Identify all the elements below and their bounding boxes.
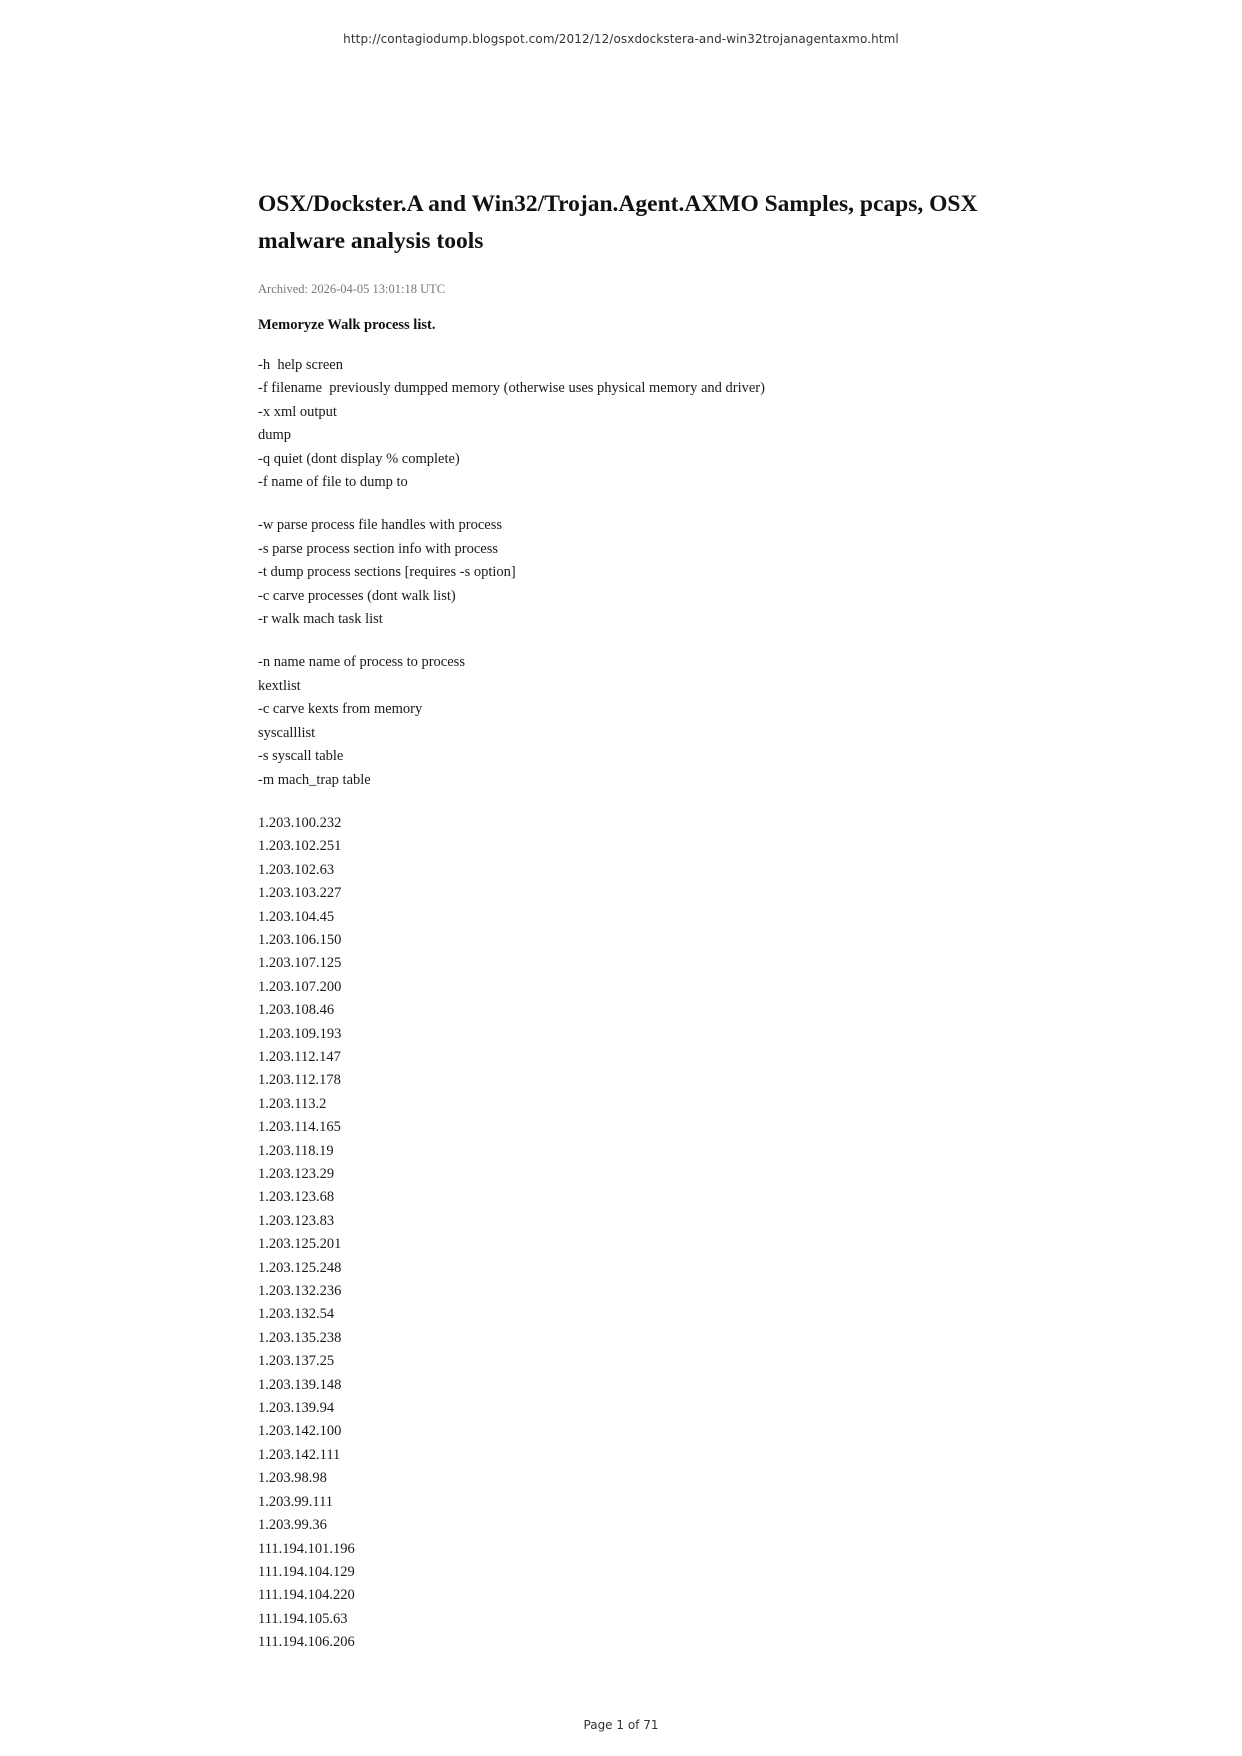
- text-line: -r walk mach task list: [258, 611, 383, 628]
- paragraph-block: [258, 354, 998, 494]
- text-line: -f filename previously dumpped memory (otherwise uses physical memory and driver): [258, 380, 765, 397]
- text-line: 1.203.100.232: [258, 814, 342, 831]
- text-line: 1.203.98.98: [258, 1470, 327, 1487]
- paragraph-block: [258, 514, 998, 631]
- text-line: 1.203.135.238: [258, 1329, 342, 1346]
- text-line: 1.203.123.68: [258, 1189, 335, 1206]
- text-line: -c carve processes (dont walk list): [258, 587, 456, 604]
- text-line: 1.203.102.251: [258, 838, 342, 855]
- text-line: syscalllist: [258, 724, 316, 741]
- text-line: 1.203.123.29: [258, 1166, 335, 1182]
- paragraph-list: [258, 354, 998, 1655]
- text-line: -f name of file to dump to: [258, 474, 408, 491]
- text-line: 111.194.104.129: [258, 1563, 355, 1580]
- text-line: 1.203.108.46: [258, 1002, 335, 1019]
- paragraph-block: [258, 651, 998, 791]
- text-line: 1.203.113.2: [258, 1095, 327, 1112]
- text-line: 1.203.99.36: [258, 1517, 327, 1534]
- text-line: kextlist: [258, 677, 301, 694]
- text-line: 1.203.112.178: [258, 1072, 341, 1089]
- text-line: 1.203.132.54: [258, 1306, 335, 1323]
- text-line: 1.203.132.236: [258, 1283, 342, 1300]
- text-line: 111.194.105.63: [258, 1610, 348, 1627]
- text-line: 1.203.106.150: [258, 931, 342, 948]
- text-line: 1.203.112.147: [258, 1048, 341, 1065]
- text-line: 1.203.114.165: [258, 1119, 341, 1136]
- paragraph-block: [258, 812, 998, 1655]
- text-line: -x xml output: [258, 403, 337, 420]
- text-line: 1.203.142.111: [258, 1446, 341, 1463]
- text-line: 111.194.101.196: [258, 1540, 355, 1557]
- archived-timestamp: Archived: 2026-04-05 13:01:18 UTC: [258, 282, 446, 296]
- article-content: [258, 186, 998, 1655]
- section-heading: Memoryze Walk process list.: [258, 317, 436, 333]
- text-line: 111.194.104.220: [258, 1587, 355, 1604]
- text-line: 1.203.118.19: [258, 1142, 334, 1159]
- text-line: -h help screen: [258, 357, 343, 373]
- text-line: 1.203.107.200: [258, 978, 342, 995]
- text-line: 1.203.123.83: [258, 1212, 335, 1229]
- text-line: 1.203.125.201: [258, 1236, 342, 1253]
- text-line: -t dump process sections [requires -s option]: [258, 564, 516, 581]
- text-line: 1.203.103.227: [258, 885, 342, 902]
- text-line: 1.203.104.45: [258, 908, 335, 925]
- text-line: 1.203.102.63: [258, 861, 335, 878]
- text-line: -s parse process section info with process: [258, 540, 498, 557]
- text-line: 1.203.107.125: [258, 955, 342, 972]
- text-line: -c carve kexts from memory: [258, 701, 423, 718]
- page-url-header: http://contagiodump.blogspot.com/2012/12/osxdockstera-and-win32trojanagentaxmo.html: [343, 32, 899, 46]
- text-line: -q quiet (dont display % complete): [258, 450, 460, 467]
- page-number-footer: Page 1 of 71: [583, 1718, 659, 1732]
- text-line: -s syscall table: [258, 748, 344, 765]
- text-line: 1.203.142.100: [258, 1423, 342, 1440]
- article-title: OSX/Dockster.A and Win32/Trojan.Agent.AXMO Samples, pcaps, OSX malware analysis tools: [258, 191, 978, 254]
- text-line: 1.203.139.94: [258, 1400, 335, 1417]
- text-line: 1.203.99.111: [258, 1493, 334, 1510]
- text-line: -w parse process file handles with process: [258, 517, 503, 534]
- text-line: 1.203.137.25: [258, 1353, 335, 1370]
- text-line: -n name name of process to process: [258, 654, 465, 671]
- text-line: 1.203.125.248: [258, 1259, 342, 1276]
- text-line: 1.203.109.193: [258, 1025, 342, 1042]
- text-line: 1.203.139.148: [258, 1376, 342, 1393]
- text-line: 111.194.106.206: [258, 1634, 355, 1651]
- text-line: dump: [258, 427, 292, 444]
- text-line: -m mach_trap table: [258, 771, 371, 788]
